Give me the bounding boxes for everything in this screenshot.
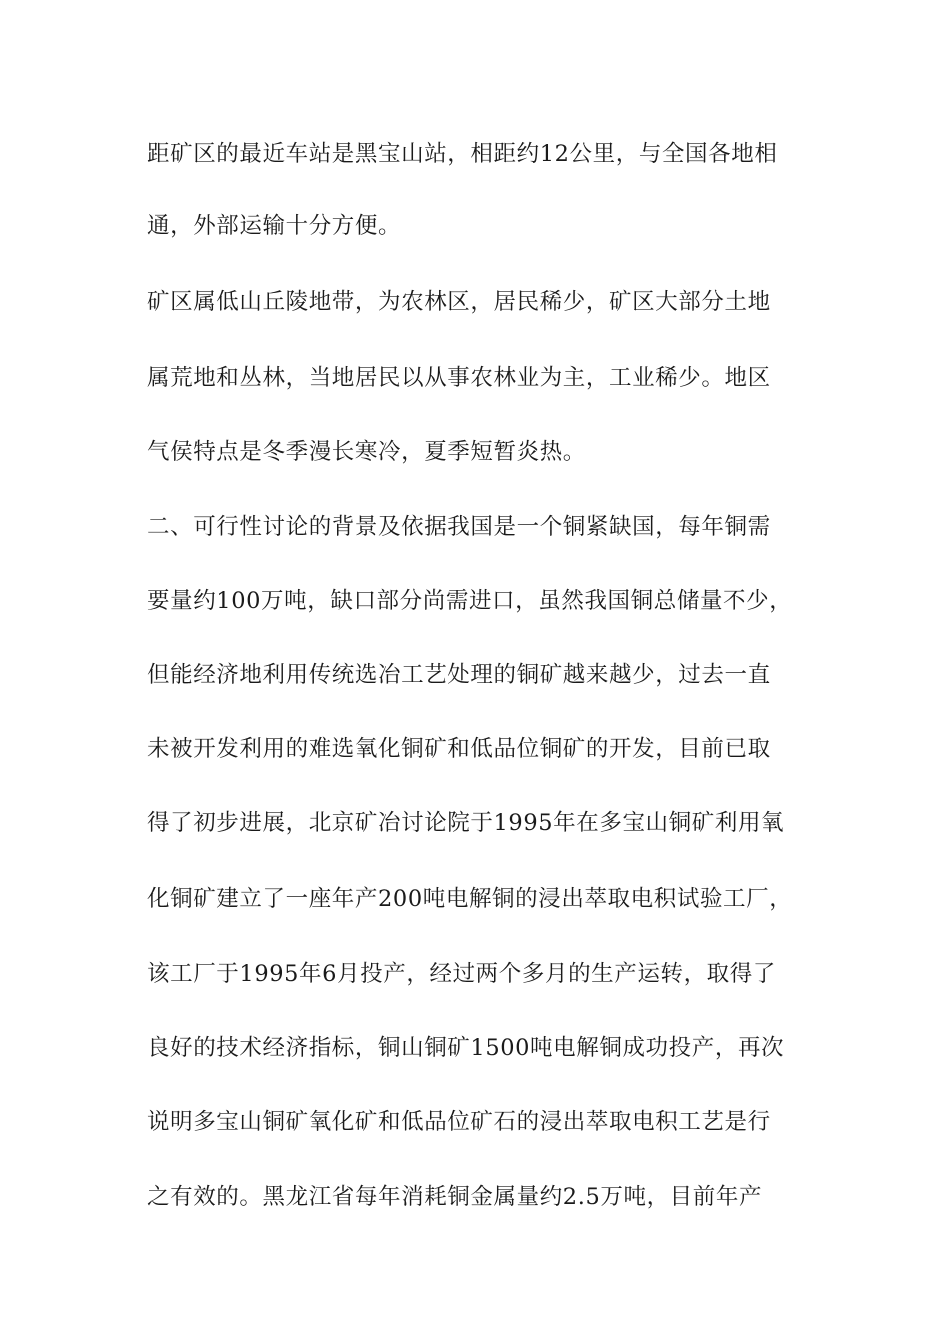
text-line: 二、可行性讨论的背景及依据我国是一个铜紧缺国，每年铜需 — [147, 514, 771, 540]
text-line: 但能经济地利用传统选冶工艺处理的铜矿越来越少，过去一直 — [147, 662, 771, 688]
text-line: 良好的技术经济指标，铜山铜矿1500吨电解铜成功投产，再次 — [147, 1035, 785, 1061]
text-line: 该工厂于1995年6月投产，经过两个多月的生产运转，取得了 — [147, 961, 776, 987]
text-line: 得了初步进展，北京矿冶讨论院于1995年在多宝山铜矿利用氧 — [147, 810, 785, 836]
text-line: 气侯特点是冬季漫长寒冷，夏季短暂炎热。 — [147, 439, 586, 465]
text-line: 之有效的。黑龙江省每年消耗铜金属量约2.5万吨，目前年产 — [147, 1184, 763, 1210]
text-line: 未被开发利用的难选氧化铜矿和低品位铜矿的开发，目前已取 — [147, 736, 771, 762]
text-line: 距矿区的最近车站是黑宝山站，相距约12公里，与全国各地相 — [147, 141, 778, 167]
text-line: 属荒地和丛林，当地居民以从事农林业为主，工业稀少。地区 — [147, 365, 771, 391]
text-line: 矿区属低山丘陵地带，为农林区，居民稀少，矿区大部分土地 — [147, 289, 771, 315]
text-line: 通，外部运输十分方便。 — [147, 213, 402, 239]
text-line: 说明多宝山铜矿氧化矿和低品位矿石的浸出萃取电积工艺是行 — [147, 1109, 771, 1135]
text-line: 要量约100万吨，缺口部分尚需进口，虽然我国铜总储量不少， — [147, 588, 793, 614]
text-line: 化铜矿建立了一座年产200吨电解铜的浸出萃取电积试验工厂， — [147, 886, 793, 912]
